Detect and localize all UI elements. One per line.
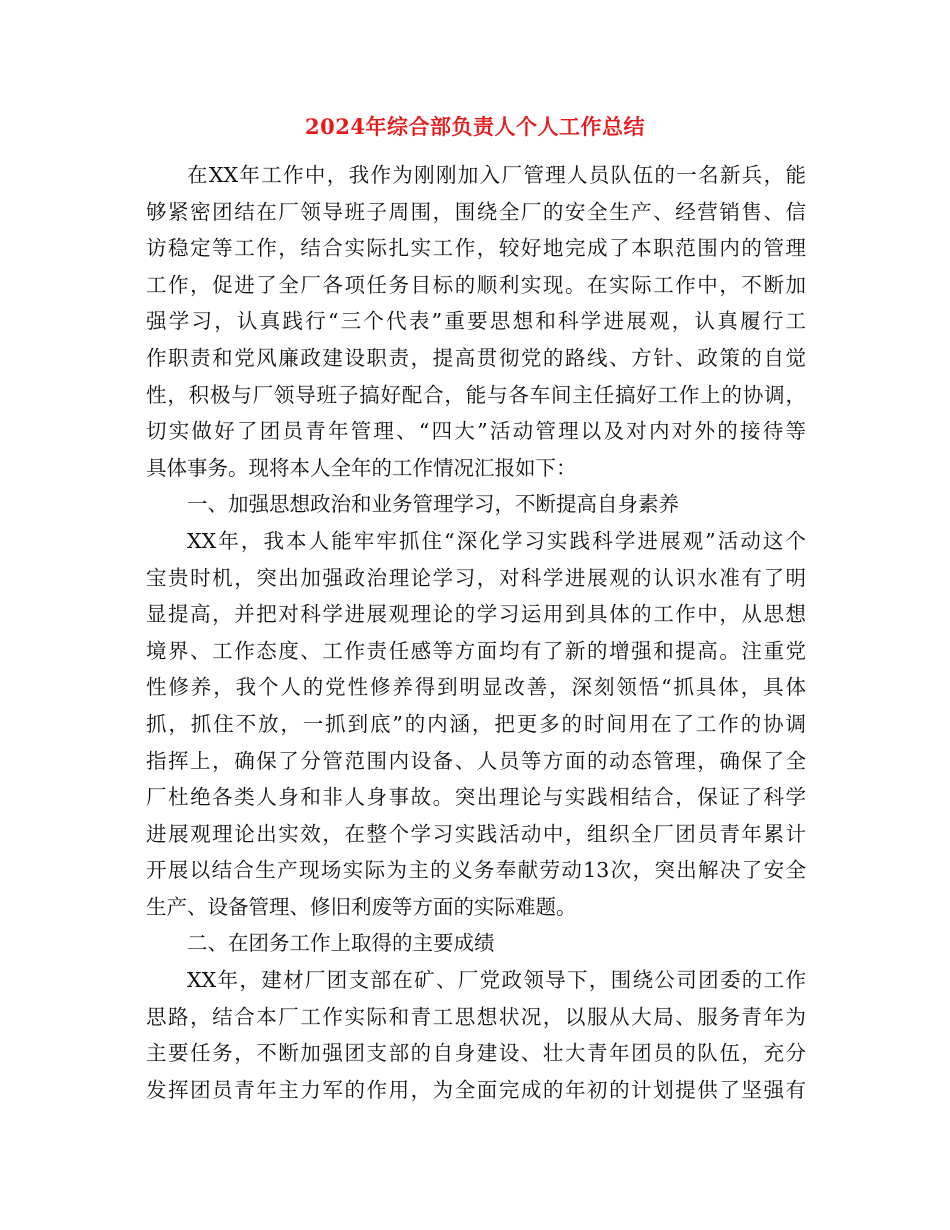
paragraph-line: 思路，结合本厂工作实际和青工思想状况，以服从大局、服务青年为 <box>146 1004 806 1029</box>
paragraph-line: 境界、工作态度、工作责任感等方面均有了新的增强和提高。注重党 <box>146 638 806 663</box>
paragraph-line: 访稳定等工作，结合实际扎实工作，较好地完成了本职范围内的管理 <box>146 236 806 261</box>
paragraph-line: 显提高，并把对科学进展观理论的学习运用到具体的工作中，从思想 <box>146 602 806 627</box>
paragraph-line: 工作，促进了全厂各项任务目标的顺利实现。在实际工作中，不断加 <box>146 272 806 297</box>
paragraph-line: 作职责和党风廉政建设职责，提高贯彻党的路线、方针、政策的自觉 <box>146 345 806 370</box>
paragraph-line: 切实做好了团员青年管理、“四大”活动管理以及对内对外的接待等 <box>146 419 806 444</box>
paragraph-line: 具体事务。现将本人全年的工作情况汇报如下： <box>146 455 577 480</box>
paragraph-line: 够紧密团结在厂领导班子周围，围绕全厂的安全生产、经营销售、信 <box>146 199 806 224</box>
document-title: 2024年综合部负责人个人工作总结 <box>305 114 645 139</box>
paragraph-line: 厂杜绝各类人身和非人身事故。突出理论与实践相结合，保证了科学 <box>146 785 806 810</box>
paragraph-line: XX年，建材厂团支部在矿、厂党政领导下，围绕公司团委的工作 <box>187 968 806 993</box>
section-heading: 二、在团务工作上取得的主要成绩 <box>187 931 495 956</box>
paragraph-line: 进展观理论出实效，在整个学习实践活动中，组织全厂团员青年累计 <box>146 821 806 846</box>
section-heading: 一、加强思想政治和业务管理学习，不断提高自身素养 <box>187 492 679 517</box>
paragraph-line: XX年，我本人能牢牢抓住“深化学习实践科学进展观”活动这个 <box>187 528 806 553</box>
paragraph-line: 开展以结合生产现场实际为主的义务奉献劳动13次，突出解决了安全 <box>146 858 806 883</box>
paragraph-line: 性修养，我个人的党性修养得到明显改善，深刻领悟“抓具体，具体 <box>146 675 806 700</box>
paragraph-line: 指挥上，确保了分管范围内设备、人员等方面的动态管理，确保了全 <box>146 748 806 773</box>
paragraph-line: 抓，抓住不放，一抓到底”的内涵，把更多的时间用在了工作的协调 <box>146 711 806 736</box>
document-body <box>146 157 806 1108</box>
paragraph-line: 生产、设备管理、修旧利废等方面的实际难题。 <box>146 894 577 919</box>
paragraph-line: 在XX年工作中，我作为刚刚加入厂管理人员队伍的一名新兵，能 <box>187 163 806 187</box>
paragraph-line: 发挥团员青年主力军的作用，为全面完成的年初的计划提供了坚强有 <box>146 1077 806 1102</box>
paragraph-line: 宝贵时机，突出加强政治理论学习，对科学进展观的认识水准有了明 <box>146 565 806 590</box>
paragraph-line: 强学习，认真践行“三个代表”重要思想和科学进展观，认真履行工 <box>146 309 806 334</box>
paragraph-line: 主要任务，不断加强团支部的自身建设、壮大青年团员的队伍，充分 <box>146 1041 806 1066</box>
paragraph-line: 性，积极与厂领导班子搞好配合，能与各车间主任搞好工作上的协调， <box>146 382 806 407</box>
